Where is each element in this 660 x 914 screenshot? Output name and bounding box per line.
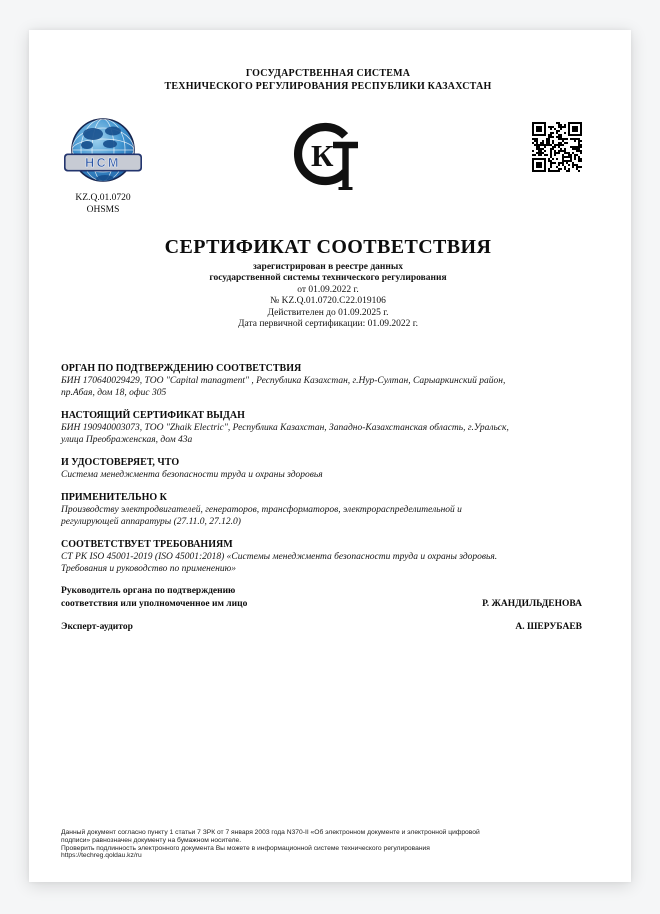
- certificate-sections: [61, 362, 595, 575]
- auditor-role-label: Эксперт-аудитор: [61, 622, 133, 633]
- section-body-line: Требования и руководство по применению»: [61, 564, 237, 575]
- certificate-title: СЕРТИФИКАТ СООТВЕТСТВИЯ: [164, 236, 492, 258]
- ncm-globe-icon: [63, 117, 143, 187]
- kz-conformity-mark-icon: [293, 118, 363, 196]
- section-body-line: Система менеджмента безопасности труда и охраны здоровья: [61, 470, 323, 481]
- mark-letter-k: К: [311, 138, 334, 173]
- certificate-number-line: № KZ.Q.01.0720.C22.019106: [270, 296, 386, 307]
- ncm-letters: НСМ: [85, 155, 121, 170]
- section-heading: ОРГАН ПО ПОДТВЕРЖДЕНИЮ СООТВЕТСТВИЯ: [61, 363, 302, 375]
- section-body: [61, 422, 595, 446]
- section-heading: СООТВЕТСТВУЕТ ТРЕБОВАНИЯМ: [61, 539, 233, 551]
- section-body-line: регулирующей аппаратуры (27.11.0, 27.12.0): [61, 517, 241, 528]
- logo-row: [61, 117, 595, 213]
- gov-header-line1: ГОСУДАРСТВЕННАЯ СИСТЕМА: [245, 68, 411, 79]
- footer-line: Проверить подлинность электронного документа Вы можете в информационной системе технического регулирования: [61, 844, 430, 852]
- section-certification-body: [61, 362, 595, 399]
- legal-footer: [61, 829, 605, 860]
- footer-line: Данный документ согласно пункту 1 статьи 7 ЗРК от 7 января 2003 года N370-II «Об электронном документе и электронной цифровой: [61, 829, 480, 837]
- footer-verification-url: https://techreg.qoldau.kz/ru: [61, 852, 142, 860]
- registration-line: государственной системы технического регулирования: [209, 273, 447, 284]
- footer-line: подписи» равнозначен документу на бумажном носителе.: [61, 836, 242, 844]
- auditor-name: А. ШЕРУБАЕВ: [515, 622, 582, 633]
- section-issued-to: [61, 409, 595, 446]
- section-heading: НАСТОЯЩИЙ СЕРТИФИКАТ ВЫДАН: [61, 410, 245, 422]
- certificate-sheet: [29, 30, 631, 882]
- certificate-reg-number: KZ.Q.01.0720: [75, 193, 131, 203]
- section-body: [61, 469, 595, 481]
- section-body: [61, 504, 595, 528]
- head-signatory-name: Р. ЖАНДИЛЬДЕНОВА: [482, 599, 582, 610]
- gov-header: [61, 68, 595, 93]
- valid-until-line: Действителен до 01.09.2025 г.: [267, 307, 389, 318]
- ncm-logo-block: [61, 117, 145, 215]
- section-body-line: улица Преображенская, дом 43а: [61, 435, 193, 446]
- section-body-line: БИН 170640029429, ТОО "Capital managment" , Республика Казахстан, г.Нур-Султан, Сарыаркинский район,: [61, 376, 506, 387]
- signature-block: [61, 585, 595, 634]
- gov-header-line2: ТЕХНИЧЕСКОГО РЕГУЛИРОВАНИЯ РЕСПУБЛИКИ КАЗАХСТАН: [164, 80, 492, 92]
- head-role-line1: Руководитель органа по подтверждению: [61, 586, 236, 597]
- head-role-line2: соответствия или уполномоченное им лицо: [61, 599, 248, 610]
- first-certification-line: Дата первичной сертификации: 01.09.2022 г.: [238, 319, 418, 330]
- section-applicable-to: [61, 491, 595, 528]
- section-certifies-that: [61, 456, 595, 481]
- registration-line: зарегистрирован в реестре данных: [252, 262, 404, 272]
- section-body-line: пр.Абая, дом 18, офис 305: [61, 388, 167, 399]
- section-body-line: БИН 190940003073, ТОО "Zhaik Electric", Республика Казахстан, Западно-Казахстанская область, г.Уральск,: [61, 423, 509, 434]
- certificate-scheme-label: OHSMS: [86, 204, 120, 215]
- section-body: [61, 375, 595, 399]
- signature-row-auditor: [61, 621, 595, 634]
- section-heading: И УДОСТОВЕРЯЕТ, ЧТО: [61, 457, 180, 469]
- section-body-line: Производству электродвигателей, генераторов, трансформаторов, электрораспределительной и: [61, 505, 462, 516]
- registration-date-line: от 01.09.2022 г.: [297, 284, 359, 295]
- registration-block: [61, 262, 595, 330]
- section-heading: ПРИМЕНИТЕЛЬНО К: [61, 492, 167, 504]
- head-role-label: [61, 585, 247, 611]
- qr-code: [532, 122, 582, 172]
- section-complies-with: [61, 538, 595, 575]
- signature-row-head: [61, 585, 595, 611]
- section-body-line: СТ РК ISO 45001-2019 (ISO 45001:2018) «Системы менеджмента безопасности труда и охраны здоровья.: [61, 552, 498, 563]
- section-body: [61, 551, 595, 575]
